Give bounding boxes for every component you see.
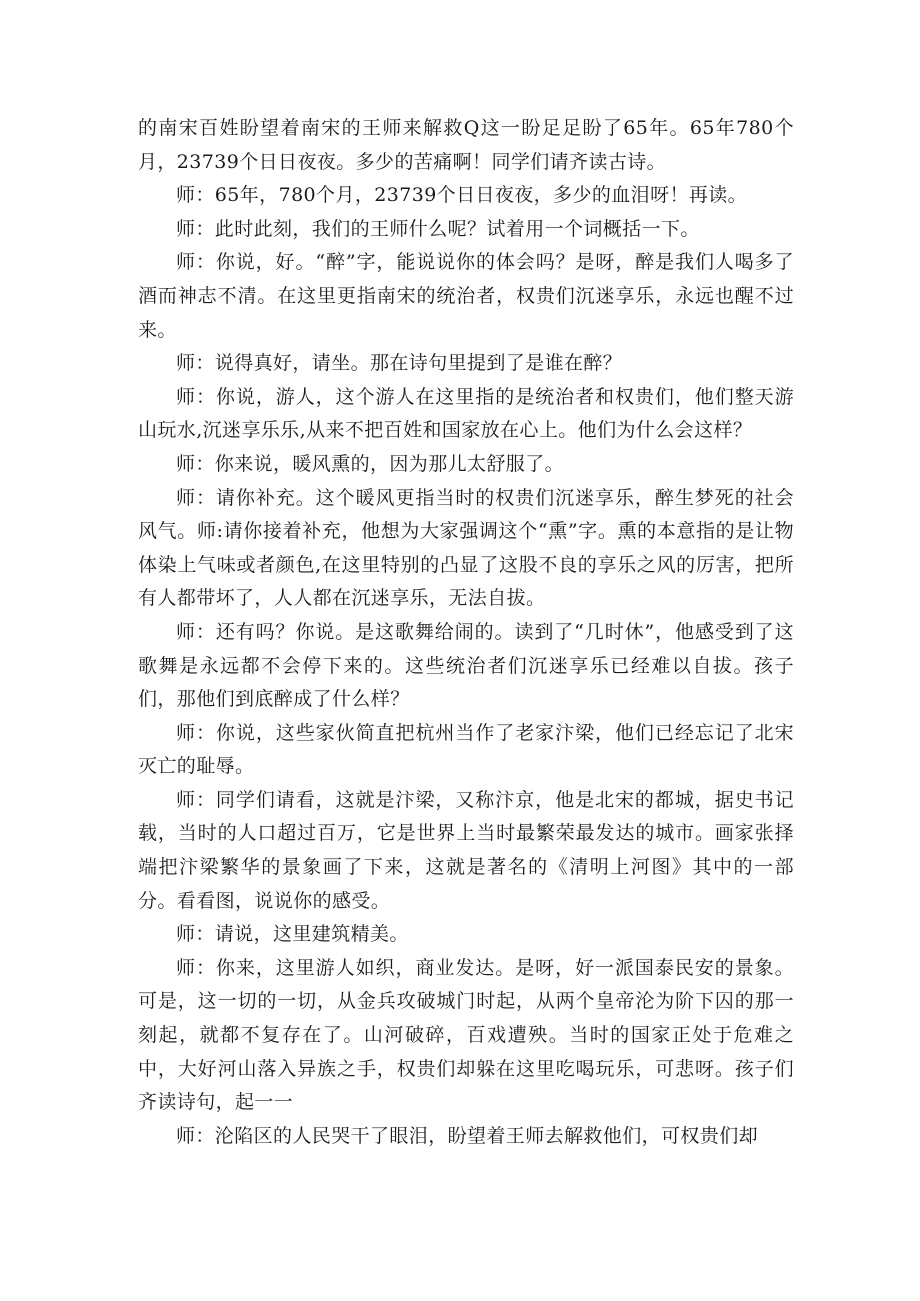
paragraph: 师：你说，这些家伙简直把杭州当作了老家汴梁，他们已经忘记了北宋灭亡的耻辱。 bbox=[138, 721, 794, 778]
paragraph: 师：说得真好，请坐。那在诗句里提到了是谁在醉？ bbox=[176, 352, 623, 375]
paragraph: 师：还有吗？你说。是这歌舞给闹的。读到了“几时休”，他感受到了这歌舞是永远都不会停下来的。这些统治者们沉迷享乐已经难以自拔。孩子们，那他们到底醉成了什么样？ bbox=[138, 620, 794, 711]
paragraph: 师：你说，游人，这个游人在这里指的是统治者和权贵们，他们整天游山玩水,沉迷享乐乐,从来不把百姓和国家放在心上。他们为什么会这样？ bbox=[138, 385, 794, 442]
paragraph: 师：同学们请看，这就是汴梁，又称汴京，他是北宋的都城，据史书记载，当时的人口超过百万，它是世界上当时最繁荣最发达的城市。画家张择端把汴梁繁华的景象画了下来，这就是著名的《清明上河图》其中的一部分。看看图，说说你的感受。 bbox=[138, 788, 794, 912]
paragraph: 师：你来说，暖风熏的，因为那儿太舒服了。 bbox=[176, 452, 565, 475]
paragraph: 师：此时此刻，我们的王师什么呢？试着用一个词概括一下。 bbox=[176, 217, 700, 240]
paragraph: 师：你来，这里游人如织，商业发达。是呀，好一派国泰民安的景象。可是，这一切的一切，从金兵攻破城门时起，从两个皇帝沦为阶下囚的那一刻起，就都不复存在了。山河破碎，百戏遭殃。当时的国家正处于危难之中，大好河山落入异族之手，权贵们却躲在这里吃喝玩乐，可悲呀。孩子们齐读诗句，起一一 bbox=[138, 956, 794, 1114]
paragraph: 师：请你补充。这个暖风更指当时的权贵们沉迷享乐，醉生梦死的社会风气。师:请你接着补充，他想为大家强调这个“熏”字。熏的本意指的是让物体染上气味或者颜色,在这里特别的凸显了这股不良的享乐之风的厉害，把所有人都带坏了，人人都在沉迷享乐，无法自拔。 bbox=[138, 486, 794, 610]
paragraph: 师：65年，780个月，23739个日日夜夜，多少的血泪呀！再读。 bbox=[176, 184, 748, 207]
lesson-transcript bbox=[138, 112, 794, 1153]
paragraph: 师：你说，好。“醉”字，能说说你的体会吗？是呀，醉是我们人喝多了酒而神志不清。在这里更指南宋的统治者，权贵们沉迷享乐，永远也醒不过来。 bbox=[138, 251, 794, 341]
paragraph: 师：请说，这里建筑精美。 bbox=[176, 923, 409, 946]
paragraph: 师：沦陷区的人民哭干了眼泪，盼望着王师去解救他们，可权贵们却 bbox=[176, 1124, 759, 1147]
paragraph-continuation: 的南宋百姓盼望着南宋的王师来解救Q这一盼足足盼了65年。65年780个月，23739个日日夜夜。多少的苦痛啊！同学们请齐读古诗。 bbox=[138, 117, 794, 173]
